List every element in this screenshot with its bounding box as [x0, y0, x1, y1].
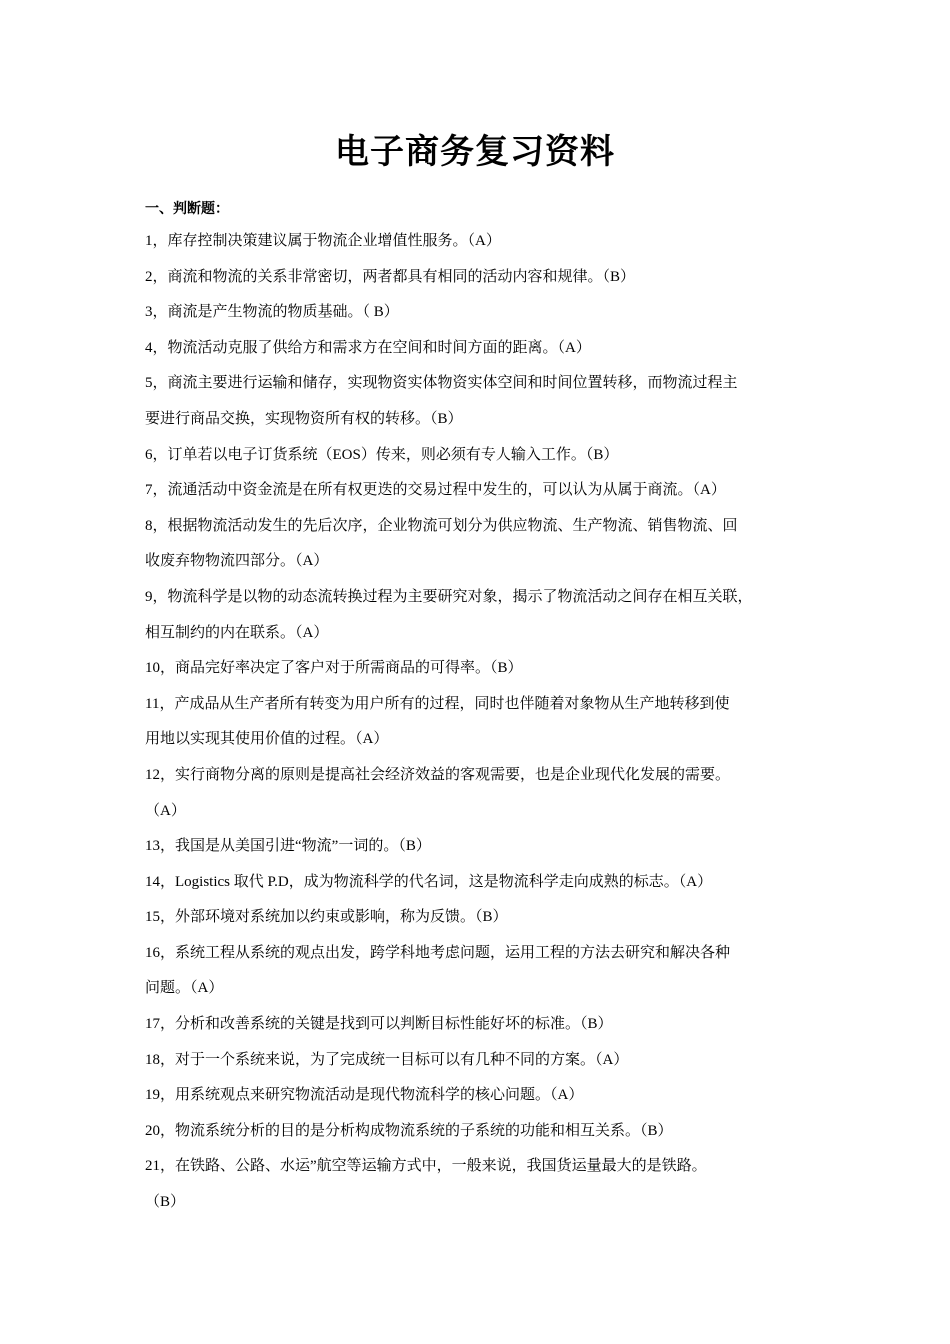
- question-item: [145, 900, 825, 936]
- question-item: [145, 331, 825, 367]
- question-list: [145, 224, 825, 1221]
- question-text: 20，物流系统分析的目的是分析构成物流系统的子系统的功能和相互关系。（B）: [145, 1122, 673, 1139]
- question-text: 11，产成品从生产者所有转变为用户所有的过程，同时也伴随着对象物从生产地转移到使: [145, 695, 730, 712]
- question-text-continuation: 用地以实现其使用价值的过程。（A）: [145, 731, 389, 748]
- question-text-continuation: 问题。（A）: [145, 980, 224, 997]
- question-item: [145, 580, 825, 651]
- question-item: [145, 1114, 825, 1150]
- question-item: [145, 509, 825, 580]
- question-text: 4，物流活动克服了供给方和需求方在空间和时间方面的距离。（A）: [145, 339, 591, 356]
- question-item: [145, 865, 825, 901]
- question-text-continuation: 要进行商品交换，实现物资所有权的转移。（B）: [145, 410, 463, 427]
- question-text: 5，商流主要进行运输和储存，实现物资实体物资实体空间和时间位置转移，而物流过程主: [145, 375, 738, 392]
- question-item: [145, 260, 825, 296]
- question-item: [145, 758, 825, 829]
- question-text: 21，在铁路、公路、水运”航空等运输方式中，一般来说，我国货运量最大的是铁路。: [145, 1158, 707, 1175]
- question-item: [145, 295, 825, 331]
- section-heading: 一、判断题：: [145, 201, 229, 217]
- question-text: 10，商品完好率决定了客户对于所需商品的可得率。（B）: [145, 660, 523, 677]
- question-text: 7，流通活动中资金流是在所有权更迭的交易过程中发生的，可以认为从属于商流。（A）: [145, 482, 726, 499]
- question-item: [145, 1007, 825, 1043]
- question-text: 19，用系统观点来研究物流活动是现代物流科学的核心问题。（A）: [145, 1087, 584, 1104]
- question-text: 15，外部环境对系统加以约束或影响，称为反馈。（B）: [145, 909, 508, 926]
- question-text-continuation: （A）: [145, 802, 186, 819]
- question-item: [145, 473, 825, 509]
- question-item: [145, 651, 825, 687]
- question-item: [145, 687, 825, 758]
- question-text: 2，商流和物流的关系非常密切，两者都具有相同的活动内容和规律。（B）: [145, 268, 636, 285]
- question-text: 9，物流科学是以物的动态流转换过程为主要研究对象，揭示了物流活动之间存在相互关联，: [145, 588, 753, 605]
- question-item: [145, 936, 825, 1007]
- question-text: 16，系统工程从系统的观点出发，跨学科地考虑问题，运用工程的方法去研究和解决各种: [145, 944, 731, 961]
- question-item: [145, 366, 825, 437]
- question-item: [145, 1149, 825, 1220]
- question-item: [145, 224, 825, 260]
- question-item: [145, 438, 825, 474]
- question-item: [145, 829, 825, 865]
- question-text: 6，订单若以电子订货系统（EOS）传来，则必须有专人输入工作。（B）: [145, 446, 619, 463]
- question-text-continuation: 相互制约的内在联系。（A）: [145, 624, 329, 641]
- question-text: 14，Logistics 取代 P.D，成为物流科学的代名词，这是物流科学走向成熟的标志。（A）: [145, 873, 713, 890]
- question-text: 17，分析和改善系统的关键是找到可以判断目标性能好坏的标准。（B）: [145, 1016, 613, 1033]
- question-text: 18，对于一个系统来说，为了完成统一目标可以有几种不同的方案。（A）: [145, 1051, 629, 1068]
- question-text-continuation: （B）: [145, 1194, 186, 1211]
- page-title: 电子商务复习资料: [335, 132, 615, 172]
- question-text-continuation: 收废弃物物流四部分。（A）: [145, 553, 329, 570]
- question-text: 13，我国是从美国引进“物流”一词的。（B）: [145, 838, 431, 855]
- question-item: [145, 1078, 825, 1114]
- question-text: 1，库存控制决策建议属于物流企业增值性服务。（A）: [145, 233, 501, 249]
- question-item: [145, 1043, 825, 1079]
- question-text: 8，根据物流活动发生的先后次序，企业物流可划分为供应物流、生产物流、销售物流、回: [145, 517, 738, 534]
- question-text: 3，商流是产生物流的物质基础。（ B）: [145, 304, 399, 321]
- question-text: 12，实行商物分离的原则是提高社会经济效益的客观需要，也是企业现代化发展的需要。: [145, 766, 731, 783]
